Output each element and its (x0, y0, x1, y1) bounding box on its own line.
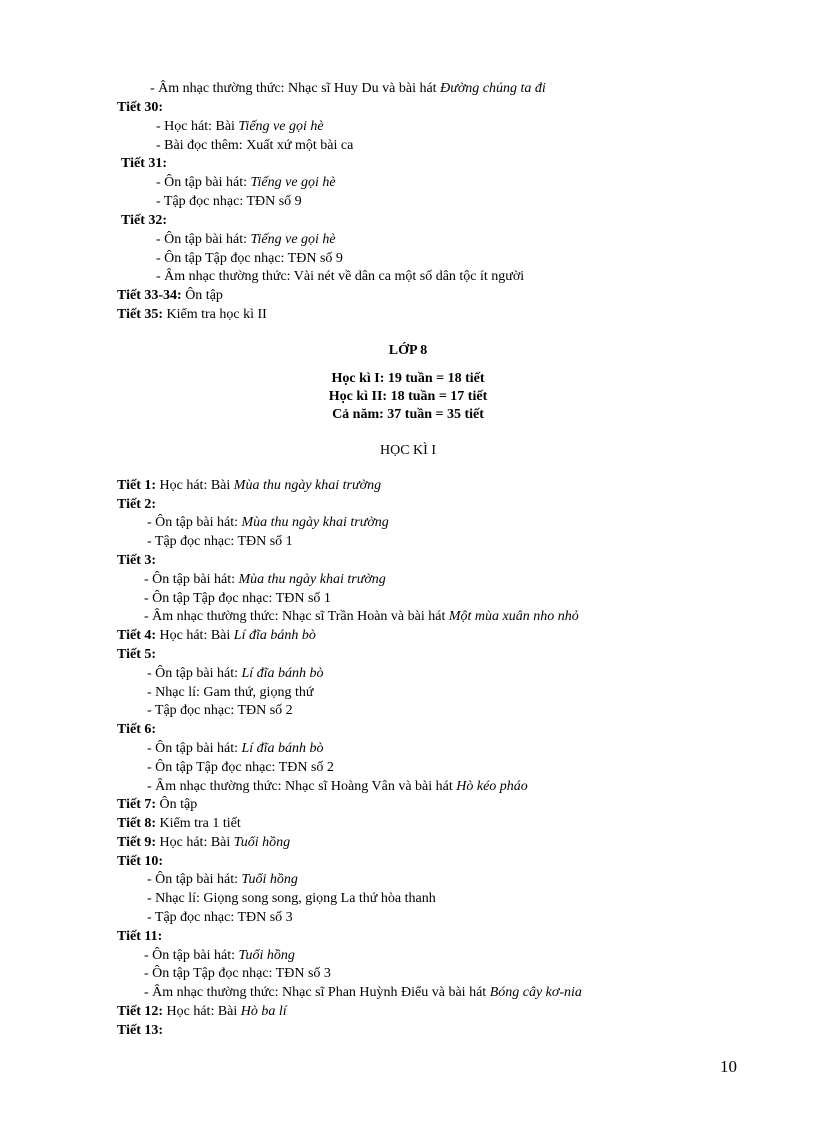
period-heading: Tiết 13: (117, 1023, 164, 1038)
text-line: - Nhạc lí: Gam thứ, giọng thứ (147, 685, 314, 700)
text-line: - Ôn tập bài hát: Lí đĩa bánh bò (147, 666, 324, 681)
summary-line: Cả năm: 37 tuần = 35 tiết (332, 407, 484, 422)
text-line: - Ôn tập bài hát: Tiếng ve gọi hè (156, 232, 336, 247)
text-line: - Âm nhạc thường thức: Vài nét về dân ca một số dân tộc ít người (156, 269, 525, 284)
text-line: - Âm nhạc thường thức: Nhạc sĩ Phan Huỳnh Điểu và bài hát Bóng cây kơ-nia (144, 985, 582, 1000)
period-heading: Tiết 2: (117, 497, 157, 512)
period-heading: Tiết 6: (117, 722, 157, 737)
period-heading: Tiết 3: (117, 553, 157, 568)
period-heading: Tiết 9: Học hát: Bài Tuổi hồng (117, 835, 291, 850)
summary-line: Học kì I: 19 tuần = 18 tiết (331, 371, 485, 386)
period-heading: Tiết 35: Kiểm tra học kì II (117, 307, 267, 322)
text-line: - Tập đọc nhạc: TĐN số 1 (147, 534, 293, 549)
text-line: - Ôn tập bài hát: Lí đĩa bánh bò (147, 741, 324, 756)
summary-line: Học kì II: 18 tuần = 17 tiết (328, 389, 488, 404)
text-line: - Âm nhạc thường thức: Nhạc sĩ Huy Du và bài hát Đường chúng ta đi (150, 81, 546, 96)
period-heading: Tiết 11: (117, 929, 163, 944)
period-heading: Tiết 32: (121, 213, 168, 228)
period-heading: Tiết 33-34: Ôn tập (117, 288, 223, 303)
period-heading: Tiết 4: Học hát: Bài Lí đĩa bánh bò (117, 628, 316, 643)
period-heading: Tiết 5: (117, 647, 157, 662)
text-line: - Học hát: Bài Tiếng ve gọi hè (156, 119, 324, 134)
text-line: - Tập đọc nhạc: TĐN số 9 (156, 194, 302, 209)
text-line: - Ôn tập bài hát: Mùa thu ngày khai trường (147, 515, 389, 530)
text-line: - Ôn tập Tập đọc nhạc: TĐN số 1 (144, 591, 331, 606)
semester-title: HỌC KÌ I (380, 443, 436, 458)
period-heading: Tiết 7: Ôn tập (117, 797, 198, 812)
period-heading: Tiết 31: (121, 156, 168, 171)
period-heading: Tiết 8: Kiểm tra 1 tiết (117, 816, 241, 831)
text-line: - Ôn tập Tập đọc nhạc: TĐN số 2 (147, 760, 334, 775)
text-line: - Ôn tập bài hát: Tuổi hồng (147, 872, 298, 887)
text-line: - Nhạc lí: Giọng song song, giọng La thứ hòa thanh (147, 891, 436, 906)
text-line: - Âm nhạc thường thức: Nhạc sĩ Hoàng Vân và bài hát Hò kéo pháo (147, 779, 528, 794)
period-heading: Tiết 10: (117, 854, 164, 869)
text-line: - Âm nhạc thường thức: Nhạc sĩ Trần Hoàn và bài hát Một mùa xuân nho nhỏ (144, 609, 579, 624)
grade-title: LỚP 8 (388, 343, 428, 358)
text-line: - Ôn tập Tập đọc nhạc: TĐN số 3 (144, 966, 331, 981)
text-line: - Ôn tập bài hát: Mùa thu ngày khai trường (144, 572, 386, 587)
period-heading: Tiết 12: Học hát: Bài Hò ba lí (117, 1004, 287, 1019)
text-line: - Tập đọc nhạc: TĐN số 3 (147, 910, 293, 925)
text-line: - Ôn tập Tập đọc nhạc: TĐN số 9 (156, 251, 343, 266)
page-number: 10 (720, 1057, 737, 1076)
period-heading: Tiết 1: Học hát: Bài Mùa thu ngày khai trường (117, 478, 382, 493)
text-line: - Ôn tập bài hát: Tuổi hồng (144, 948, 295, 963)
text-line: - Bài đọc thêm: Xuất xứ một bài ca (156, 138, 354, 153)
period-heading: Tiết 30: (117, 100, 164, 115)
text-line: - Tập đọc nhạc: TĐN số 2 (147, 703, 293, 718)
text-line: - Ôn tập bài hát: Tiếng ve gọi hè (156, 175, 336, 190)
